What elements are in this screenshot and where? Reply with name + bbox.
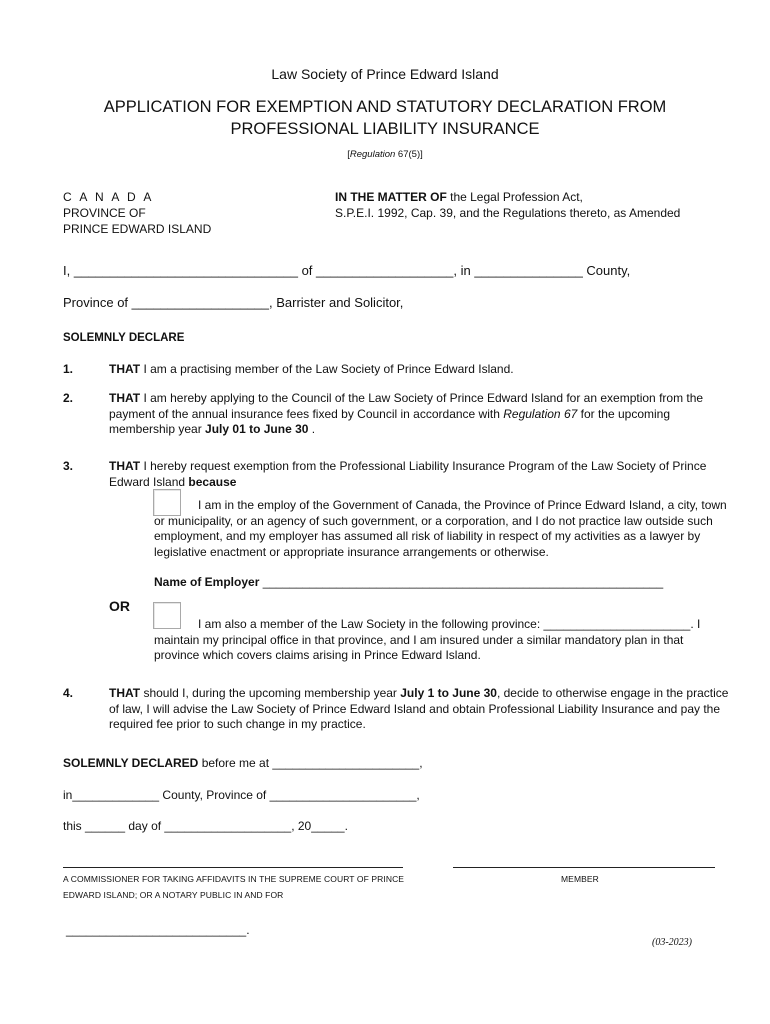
employer-name-field[interactable]	[154, 575, 663, 589]
employer-name-blank: ____________________________________________________________	[259, 575, 664, 589]
commissioner-caption-line-1: A COMMISSIONER FOR TAKING AFFIDAVITS IN THE SUPREME COURT OF PRINCE	[63, 874, 405, 884]
member-signature-line[interactable]	[453, 867, 715, 868]
commissioner-caption	[63, 871, 404, 903]
item-3-number: 3.	[63, 459, 74, 473]
form-title	[0, 96, 770, 140]
organization-name: Law Society of Prince Edward Island	[271, 66, 499, 82]
declared-before-line: SOLEMNLY DECLARED before me at ______________________,	[63, 756, 423, 770]
item-4-text: THAT should I, during the upcoming membership year July 1 to June 30, decide to otherwise engage in the practice of law, I will advise the Law Society of Prince Edward Island and obtain Professional Liability Insurance and pay the required fee prior to such change in my practice.	[109, 686, 729, 731]
matter-line-2: S.P.E.I. 1992, Cap. 39, and the Regulations thereto, as Amended	[335, 206, 681, 220]
commissioner-caption-line-2: EDWARD ISLAND; OR A NOTARY PUBLIC IN AND FOR	[63, 890, 284, 900]
matter-block	[335, 189, 680, 221]
jurisdiction-province: PRINCE EDWARD ISLAND	[63, 222, 212, 236]
option-government-employee-text: I am in the employ of the Government of Canada, the Province of Prince Edward Island, a city, town or municipality, or an agency of such government, or a corporation, and I do not practice law outside such employment, and my employer has assumed all risk of liability in respect of my activities as a lawyer by legislative enactment or appropriate insurance arrangements or otherwise.	[154, 498, 727, 559]
declared-date-line: this ______ day of ___________________, 20_____.	[63, 819, 348, 833]
item-1-text: THAT I am a practising member of the Law Society of Prince Edward Island.	[109, 362, 514, 376]
jurisdiction-province-label: PROVINCE OF	[63, 206, 146, 220]
member-caption: MEMBER	[561, 874, 599, 884]
commissioner-signature-line[interactable]	[63, 867, 403, 868]
option-other-province-text: I am also a member of the Law Society in the following province: ______________________. I maintain my principal office in that province, and I am insured under a similar mandatory plan in that province which covers claims arising in Prince Edward Island.	[154, 617, 701, 662]
regulation-reference: [Regulation 67(5)]	[347, 149, 423, 160]
declared-county-line: in_____________ County, Province of ______________________,	[63, 788, 420, 802]
matter-line-1: IN THE MATTER OF the Legal Profession Act,	[335, 190, 583, 204]
form-revision-code: (03-2023)	[652, 937, 692, 948]
jurisdiction-block	[63, 189, 211, 237]
notary-jurisdiction-blank[interactable]: ___________________________.	[66, 923, 250, 937]
form-title-line-2: PROFESSIONAL LIABILITY INSURANCE	[230, 120, 540, 138]
declarant-line-2: Province of ___________________, Barrister and Solicitor,	[63, 295, 404, 310]
declarant-line-1: I, _______________________________ of ___________________, in _______________ County,	[63, 263, 631, 278]
solemnly-declare-heading: SOLEMNLY DECLARE	[63, 332, 185, 344]
item-3-text: THAT I hereby request exemption from the Professional Liability Insurance Program of the Law Society of Prince Edward Island because	[109, 459, 707, 489]
item-1-number: 1.	[63, 362, 74, 376]
employer-name-label: Name of Employer	[154, 575, 260, 589]
item-2-text: THAT I am hereby applying to the Council of the Law Society of Prince Edward Island for an exemption from the payment of the annual insurance fees fixed by Council in accordance with Regulation 67 for the upcoming membership year July 01 to June 30 .	[109, 391, 704, 436]
item-2-number: 2.	[63, 391, 74, 405]
form-title-line-1: APPLICATION FOR EXEMPTION AND STATUTORY DECLARATION FROM	[103, 98, 667, 116]
item-4-number: 4.	[63, 686, 74, 700]
jurisdiction-country: C A N A D A	[63, 190, 154, 204]
or-separator: OR	[109, 598, 130, 614]
